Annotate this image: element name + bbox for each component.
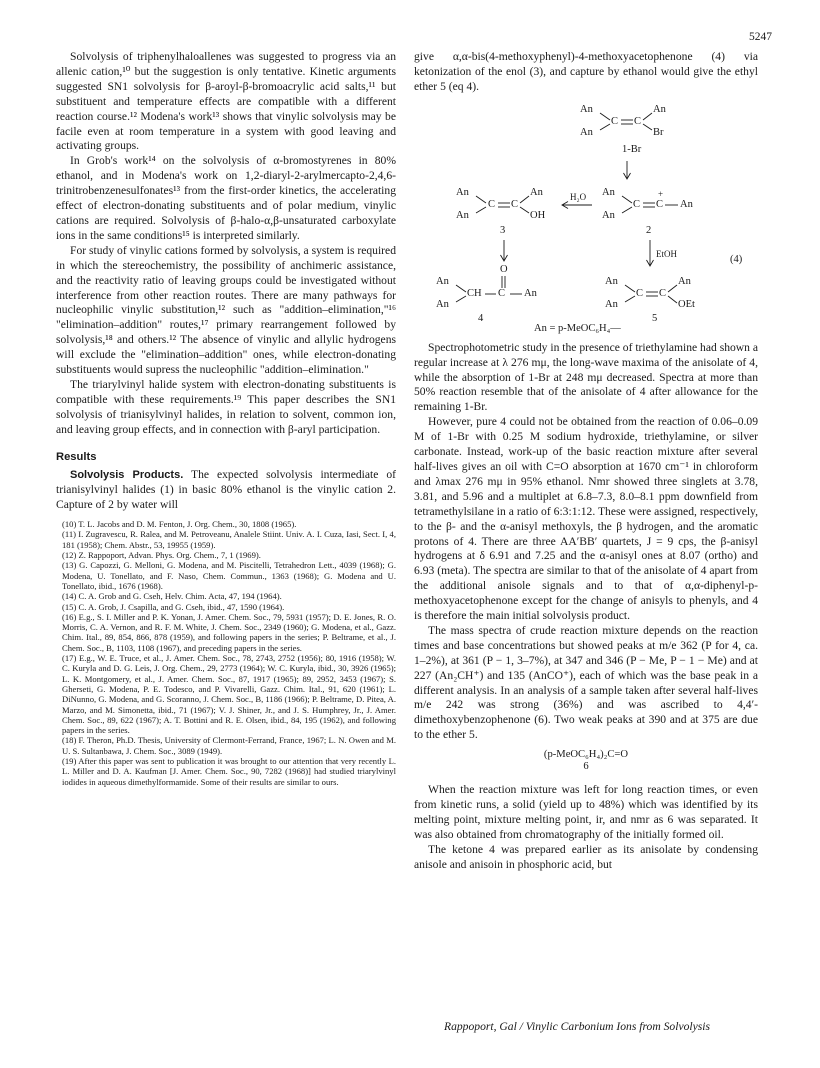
aryl-label: An: [653, 103, 666, 115]
aryl-label: An: [456, 186, 469, 198]
paragraph: When the reaction mixture was left for long reaction times, or even from kinetic runs, a solid (yield up to 48%) which was identified by its melting point, mixture melting point, ir, and nmr as 6 was separated. It was also obtained from chromatography of the initially formed oil.: [414, 783, 758, 841]
an-definition: An = p-MeOC₆H₄—: [534, 322, 621, 334]
compound-number: 3: [500, 224, 506, 236]
paragraph-intro: give α,α-bis(4-methoxyphenyl)-4-methoxyacetophenone (4) via ketonization of the enol (3), and capture by ethanol would give the ethyl ether 5 (eq 4).: [414, 50, 758, 93]
footnote: (16) E.g., S. I. Miller and P. K. Yonan, J. Amer. Chem. Soc., 79, 5931 (1957); D. E. Jones, R. O. Morris, C. A. Vernon, and R. F. M. White, J. Chem. Soc., 2349 (1960); G. Modena, et al., Gazz. Chim. Ital., 89, 854, 866, 878 (1959), and following papers in the series; P. Beltrame, et al., J. Chem. Soc., B, 1103, 1108 (1967), and preceding papers in the series.: [62, 611, 396, 653]
water-label: H₂O: [570, 191, 587, 202]
paragraph: The triarylvinyl halide system with electron-donating substituents is compatible with these requirements.¹⁹ This paper describes the SN1 solvolysis of trianisylvinyl halides, in relation to solvent, common ion, and leaving group effects, and in connection with β-aryl participation.: [56, 377, 396, 436]
footnote: (12) Z. Rappoport, Advan. Phys. Org. Chem., 7, 1 (1969).: [62, 550, 261, 561]
carbon-label: C: [633, 198, 641, 210]
page-number: 5247: [749, 31, 772, 43]
paragraph: For study of vinylic cations formed by solvolysis, a system is required in which the stereochemistry, the possibility of anchimeric assistance, and the reactivity ratio of leaving groups could be investigated without interference from other reaction routes. There are many pathways for nucleophilic vinylic substitution,¹² such as "addition–elimination,"¹⁶ "elimination–addition" routes,¹⁷ primary rearrangement followed by solvolysis,¹⁸ and others.¹² The absence of vinylic and allylic hydrogens will exclude the "elimination–addition" ones, while electron-donating substituents would supress the nucleophilic "addition–elimination.": [56, 243, 396, 377]
carbon-label: C: [611, 115, 619, 127]
carbon-label: C: [659, 287, 667, 299]
carbon-label: C: [498, 287, 506, 299]
reaction-scheme: [414, 99, 758, 335]
charge-label: +: [658, 188, 664, 199]
paragraph: Solvolysis of triphenylhaloallenes was suggested to progress via an allenic cation,¹⁰ but the suggestion is only tentative. Kinetic arguments suggested SN1 solvolysis for β-aroyl-β-bromoacrylic acid salts,¹¹ but substituent and temperature effects are compatible with a different reaction course.¹² Modena's work¹³ shows that vinylic solvolysis may be facile even at room temperature in a system with good leaving and activating groups.: [56, 50, 396, 153]
footnote: (18) F. Theron, Ph.D. Thesis, University of Clermont-Ferrand, France, 1967; L. N. Owen and M. U. S. Sultanbawa, J. Chem. Soc., 3089 (1949).: [62, 735, 396, 756]
right-column: [414, 50, 758, 873]
paragraph: The mass spectra of crude reaction mixture depends on the reaction times and base concentrations but showed peaks at m/e 362 (P for 4, ca. 1–2%), at 361 (P − 1, 3–7%), at 347 and 346 (P − Me, P − 1 − Me) and at 227 (An₂CH⁺) and 135 (AnCO⁺), each of which was the base peak in a different analysis. In an analysis of a sample taken after several half-lives m/e 242 was strong (36%) and was ascribed to 4,4′-dimethoxybenzophenone (6). Two weak peaks at 390 and at 375 are due to the ether 5.: [414, 623, 758, 742]
ch-label: CH: [467, 287, 482, 299]
paragraph: However, pure 4 could not be obtained from the reaction of 0.06–0.09 M of 1-Br with 0.25 M sodium hydroxide, triethylamine, or silver carbonate. Instead, work-up of the basic reaction mixture after several half-lives gives an oil with C=O absorption at 1670 cm⁻¹ in chloroform and λmax 276 mμ in 95% ethanol. Nmr showed three singlets at 3.78, 3.81, and 5.96 and a multiplet at 6.8–7.3, 8.0–8.1 ppm downfield from tetramethylsilane in a ratio of 6:3:1:12. These were assigned, respectively, to the β- and the α-anisyl methoxyls, the β hydrogen, and the aromatic protons of 4. There are three AA′BB′ quartets, J = 9 cps, the β-anisyl hydrogens at δ 6.91 and 7.25 and the α-anisyl ones at 8.07 (ortho) and 6.93 (meta). The spectra are similar to that of the anisolate of 4 apart from the additional anisole signals and to that of α,α-diphenyl-p-methoxyacetophenone except for the change of anisyls to phenyls, and 4 is therefore the main initial solvolysis product.: [414, 415, 758, 623]
runin-heading: Solvolysis Products.: [70, 469, 184, 482]
hydroxyl-label: OH: [530, 209, 546, 221]
equation-number: (4): [730, 253, 743, 265]
compound-6-formula: (p-MeOC₆H₄)₂C=O: [543, 749, 629, 761]
compound-6: [414, 749, 758, 773]
compound-number: 4: [478, 312, 484, 324]
compound-number: 2: [646, 224, 652, 236]
carbon-label: C: [511, 198, 519, 210]
aryl-label: An: [602, 209, 615, 221]
footnote: (15) C. A. Grob, J. Csapilla, and G. Cseh, ibid., 47, 1590 (1964).: [62, 601, 285, 612]
left-column: [56, 50, 396, 787]
aryl-label: An: [580, 103, 593, 115]
carbon-label: C: [656, 198, 664, 210]
aryl-label: An: [456, 209, 469, 221]
aryl-label: An: [678, 275, 691, 287]
paragraph-results: [56, 468, 396, 513]
compound-6-number: 6: [583, 761, 589, 773]
aryl-label: An: [436, 275, 449, 287]
footnote: (19) After this paper was sent to publication it was brought to our attention that very recently L. L. Miller and D. A. Kaufman [J. Amer. Chem. Soc., 90, 7282 (1968)] had studied triarylvinyl iodides in aqueous dimethylformamide. Some of their results are similar to ours.: [62, 756, 396, 787]
footnote: (11) I. Zugravescu, R. Ralea, and M. Petroveanu, Analele Stiint. Univ. A. I. Cuza, Iasi, Sect. I, 4, 181 (1958); Chem. Abstr., 53, 19955 (1959).: [62, 529, 396, 550]
footnote: (13) G. Capozzi, G. Melloni, G. Modena, and M. Piscitelli, Tetrahedron Lett., 4039 (1968); G. Modena, U. Tonellato, and F. Naso, Chem. Commun., 1363 (1968); G. Modena and U. Tonellato, ibid., 1676 (1968).: [62, 560, 396, 591]
paragraph: Spectrophotometric study in the presence of triethylamine had shown a regular increase at λ 276 mμ, the long-wave maxima of the anisolate of 4, while the absorption of 1-Br at 248 mμ decreased. Spectra at more than 50% reaction resemble that of the anisolate of 4 after allowance for the remaining 1-Br.: [414, 340, 759, 414]
aryl-label: An: [530, 186, 543, 198]
aryl-label: An: [436, 298, 449, 310]
footnote: (10) T. L. Jacobs and D. M. Fenton, J. Org. Chem., 30, 1808 (1965).: [62, 519, 297, 530]
footnote: (14) C. A. Grob and G. Cseh, Helv. Chim. Acta, 47, 194 (1964).: [62, 591, 282, 602]
oxygen-label: O: [500, 263, 508, 275]
bromine-label: Br: [653, 126, 664, 138]
section-heading-results: Results: [56, 450, 97, 463]
aryl-label: An: [605, 298, 618, 310]
ethanol-label: EtOH: [656, 248, 677, 259]
aryl-label: An: [605, 275, 618, 287]
reagent-label: 1-Br: [622, 143, 642, 155]
paragraph: In Grob's work¹⁴ on the solvolysis of α-bromostyrenes in 80% ethanol, and in Modena's work on 1,2-diaryl-2-arylmercapto-2,4,6-trinitrobenzenesulfonates¹³ from the first-order kinetics, the accelerating effect of electron-donating substituents and of polar medium, vinylic cations are required. Solvolysis of β-halo-α,β-unsaturated carboxylate ions in the same conditions¹⁵ is interpreted similarly.: [56, 154, 396, 242]
aryl-label: An: [580, 126, 593, 138]
compound-number: 5: [652, 312, 658, 324]
carbon-label: C: [634, 115, 642, 127]
carbon-label: C: [488, 198, 496, 210]
carbon-label: C: [636, 287, 644, 299]
running-footer: Rappoport, Gal / Vinylic Carbonium Ions from Solvolysis: [444, 1020, 710, 1033]
aryl-label: An: [680, 198, 693, 210]
aryl-label: An: [524, 287, 537, 299]
aryl-label: An: [602, 186, 615, 198]
footnote: (17) E.g., W. E. Truce, et al., J. Amer. Chem. Soc., 78, 2743, 2752 (1956); 80, 1916 (1958); W. C. Kuryla and D. G. Leis, J. Org. Chem., 29, 2773 (1964); W. C. Kuryla, ibid., 30, 3926 (1965); L. K. Montgomery, et al., J. Amer. Chem. Soc., 87, 1917 (1965); 89, 2952, 3453 (1967); S. Gherseti, G. Modena, P. E. Todesco, and P. Vivarelli, Gazz. Chim. Ital., 91, 620 (1961); L. DiNunno, G. Modena, and G. Scoranno, J. Chem. Soc., B, 1186 (1966); P. Beltrame, D. Pitea, A. Marzo, and M. Simonetta, ibid., 71 (1967); V. J. Shiner, Jr., and J. S. Humphrey, Jr., J. Amer. Chem. Soc., 89, 622 (1967); A. T. Bottini and R. E. Olsen, ibid., 84, 195 (1962), and following papers in the series.: [62, 653, 396, 736]
paragraph: The ketone 4 was prepared earlier as its anisolate by condensing anisole and anisoin in phosphoric acid, but: [414, 842, 758, 871]
results-text: The expected solvolysis intermediate of trianisylvinyl halides (1) in basic 80% ethanol is the vinylic cation 2. Capture of 2 by water will: [56, 468, 396, 512]
ethoxy-label: OEt: [678, 298, 695, 310]
footnotes: [56, 519, 396, 787]
